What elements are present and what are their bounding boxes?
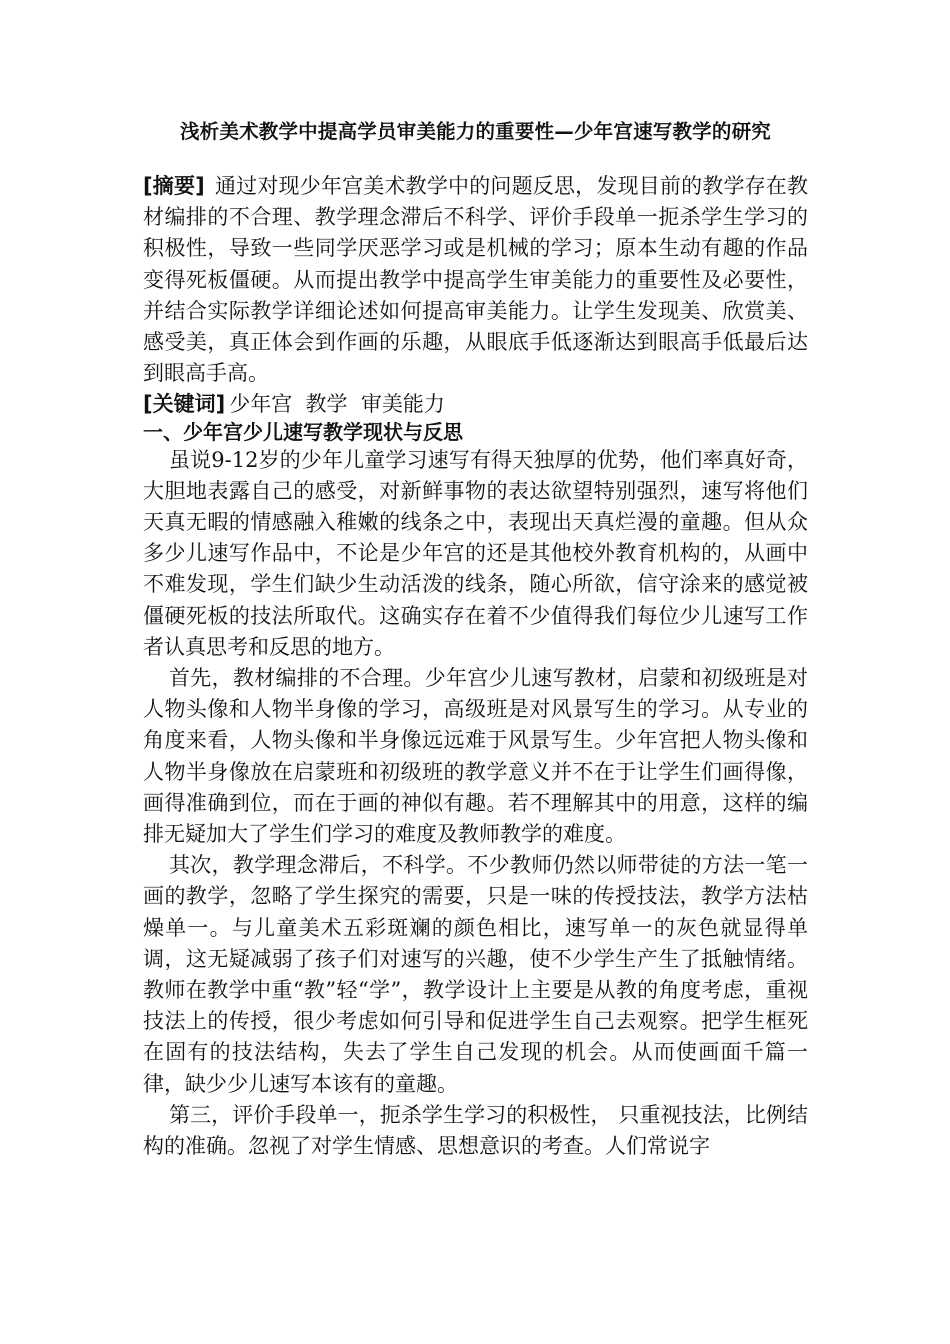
keywords-label: [关键词] xyxy=(143,392,226,417)
document-page xyxy=(143,118,808,1162)
abstract-text: 通过对现少年宫美术教学中的问题反思，发现目前的教学存在教材编排的不合理、教学理念滞后不科学、评价手段单一扼杀学生学习的积极性，导致一些同学厌恶学习或是机械的学习；原本生动有趣的作品变得死板僵硬。从而提出教学中提高学生审美能力的重要性及必要性，并结合实际教学详细论述如何提高审美能力。让学生发现美、欣赏美、感受美，真正体会到作画的乐趣，从眼底手低逐渐达到眼高手低最后达到眼高手高。 xyxy=(143,174,808,386)
keywords xyxy=(143,389,808,420)
paragraph: 第三，评价手段单一，扼杀学生学习的积极性， 只重视技法，比例结构的准确。忽视了对学生情感、思想意识的考查。人们常说字 xyxy=(143,1102,808,1159)
paragraph: 虽说9-12岁的少年儿童学习速写有得天独厚的优势，他们率真好奇，大胆地表露自己的感受，对新鲜事物的表达欲望特别强烈，速写将他们天真无暇的情感融入稚嫩的线条之中，表现出天真烂漫的童趣。但从众多少儿速写作品中，不论是少年宫的还是其他校外教育机构的，从画中不难发现，学生们缺少生动活泼的线条，随心所欲，信守涂来的感觉被僵硬死板的技法所取代。这确实存在着不少值得我们每位少儿速写工作者认真思考和反思的地方。 xyxy=(143,447,808,659)
abstract xyxy=(143,171,808,389)
keywords-text: 少年宫 教学 审美能力 xyxy=(229,392,445,417)
paragraph: 首先，教材编排的不合理。少年宫少儿速写教材，启蒙和初级班是对人物头像和人物半身像的学习，高级班是对风景写生的学习。从专业的角度来看，人物头像和半身像远远难于风景写生。少年宫把人物头像和人物半身像放在启蒙班和初级班的教学意义并不在于让学生们画得像，画得准确到位，而在于画的神似有趣。若不理解其中的用意，这样的编排无疑加大了学生们学习的难度及教师教学的难度。 xyxy=(143,666,808,847)
abstract-label: [摘要] xyxy=(143,174,205,198)
section-heading: 一、少年宫少儿速写教学现状与反思 xyxy=(143,419,463,444)
document-title: 浅析美术教学中提高学员审美能力的重要性—少年宫速写教学的研究 xyxy=(179,120,771,143)
paragraph: 其次，教学理念滞后，不科学。不少教师仍然以师带徒的方法一笔一画的教学，忽略了学生探究的需要，只是一味的传授技法，教学方法枯燥单一。与儿童美术五彩斑斓的颜色相比，速写单一的灰色就显得单调，这无疑减弱了孩子们对速写的兴趣，使不少学生产生了抵触情绪。教师在教学中重“教”轻“学”，教学设计上主要是从教的角度考虑，重视技法上的传授，很少考虑如何引导和促进学生自己去观察。把学生框死在固有的技法结构，失去了学生自己发现的机会。从而使画面千篇一律，缺少少儿速写本该有的童趣。 xyxy=(143,853,808,1096)
